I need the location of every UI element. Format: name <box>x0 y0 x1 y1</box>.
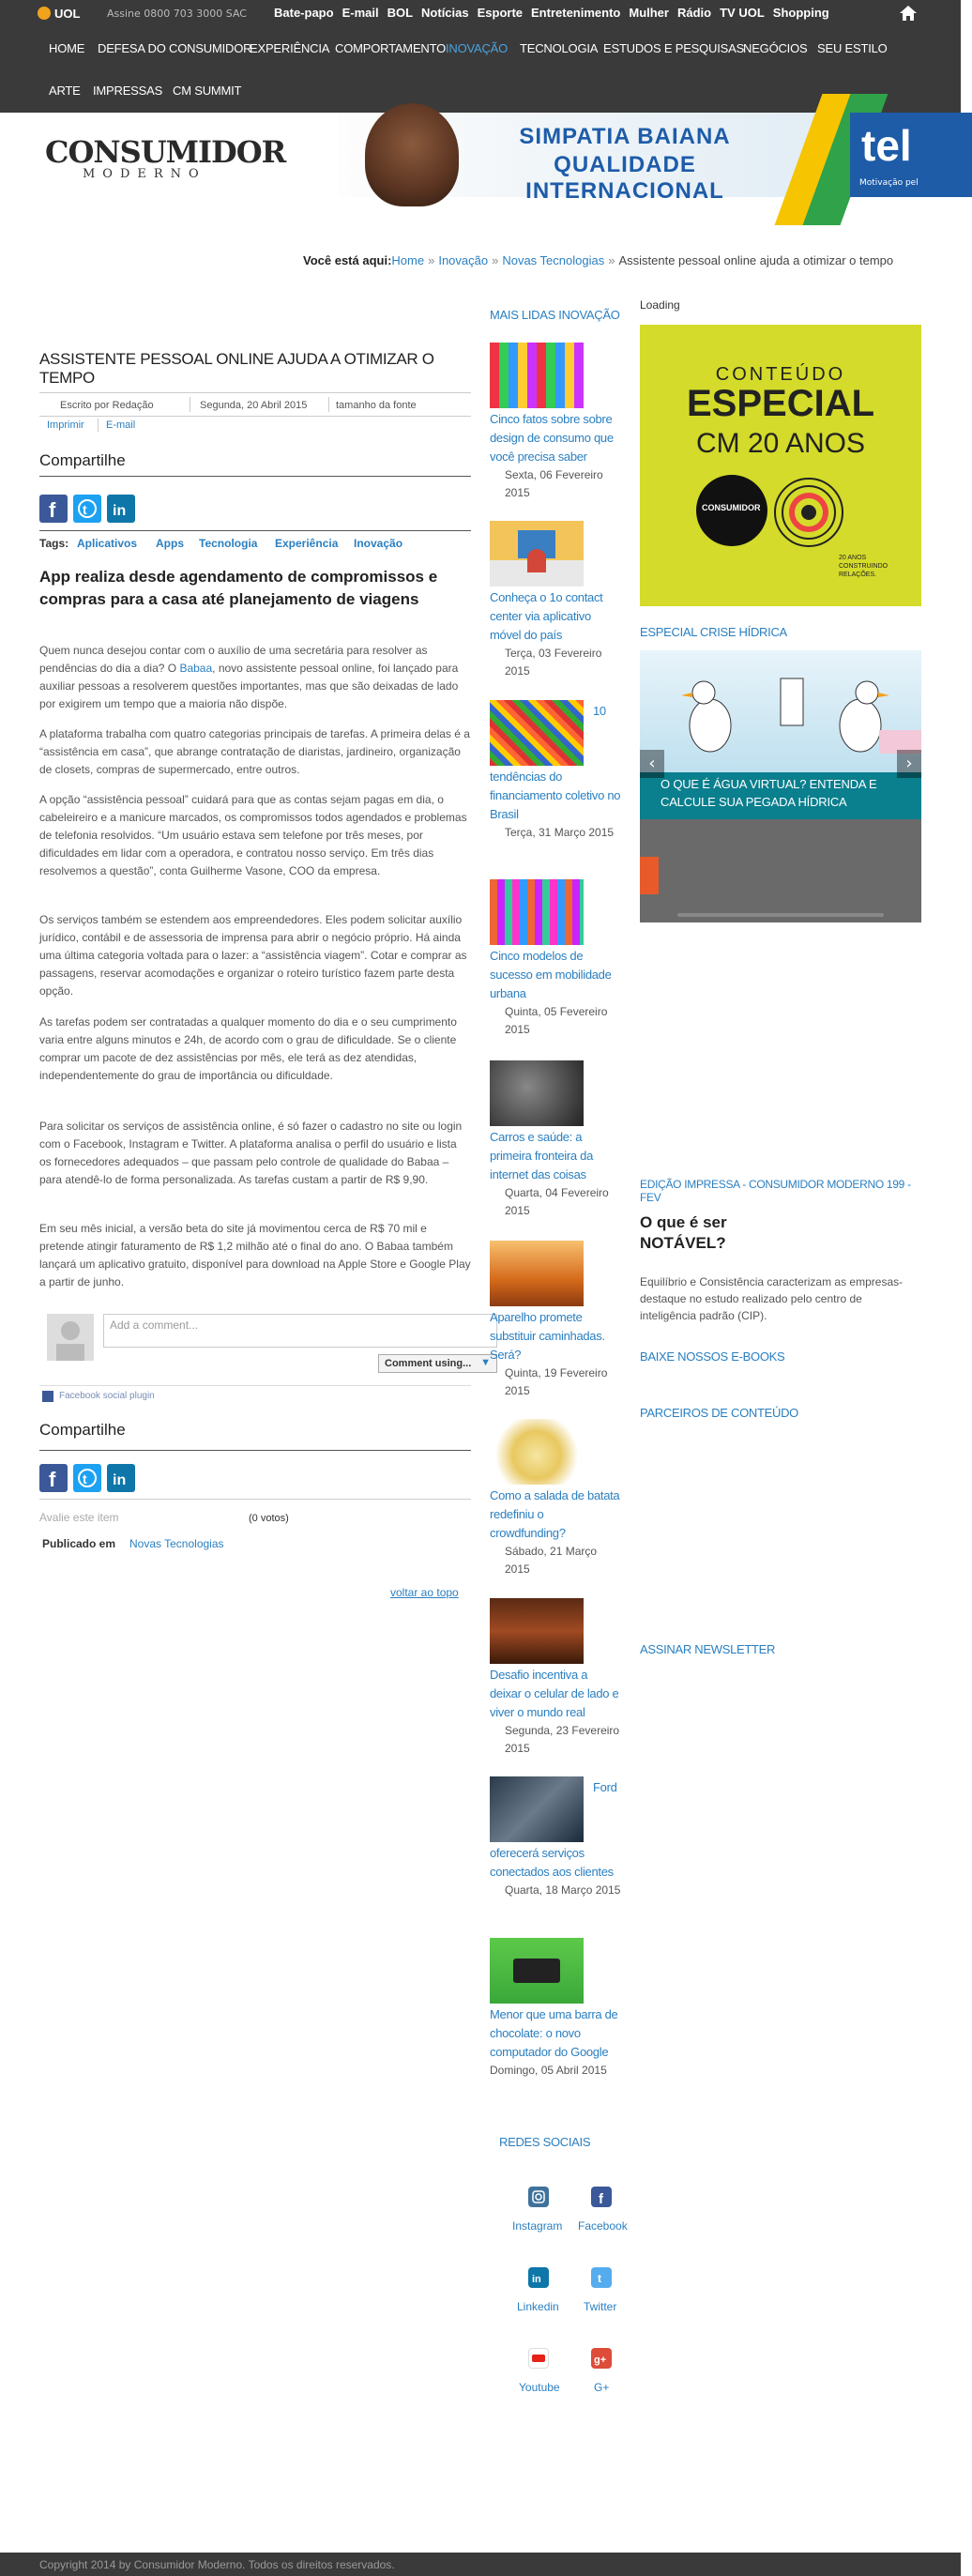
breadcrumb-sep: » <box>608 253 615 267</box>
facebook-small-icon <box>42 1391 53 1402</box>
news-date: Domingo, 05 Abril 2015 <box>490 2064 607 2077</box>
votes-count: (0 votos) <box>249 1513 289 1524</box>
comment-using-select[interactable] <box>378 1354 497 1373</box>
uol-links <box>274 6 829 20</box>
news-title[interactable]: tendências do financiamento coletivo no Brasil <box>490 770 621 821</box>
banner-face-image <box>365 103 459 206</box>
news-thumbnail[interactable] <box>490 521 584 587</box>
news-date: Terça, 03 Fevereiro 2015 <box>505 647 602 678</box>
babaa-link[interactable]: Babaa <box>179 662 213 675</box>
divider <box>328 397 329 412</box>
tag-link[interactable]: Apps <box>156 537 184 550</box>
news-thumbnail[interactable] <box>490 1060 584 1126</box>
ducks-illustration <box>640 650 921 772</box>
parceiros-title[interactable]: PARCEIROS DE CONTEÚDO <box>640 1406 798 1420</box>
article-paragraph: Para solicitar os serviços de assistência online, é só fazer o cadastro no site ou login com o Facebook, Instagram e Twitter. A plataforma analisa o perfil do usuário e lista os fornecedores adequados – que passam pelo controle de qualidade do Babaa – para atendê-lo de forma personalizada. As tarefas custam a partir de R$ 9,90. <box>39 1120 463 1186</box>
svg-text:g+: g+ <box>594 2355 607 2366</box>
logo-line1: CONSUMIDOR <box>45 134 286 170</box>
tag-link[interactable]: Experiência <box>275 537 339 550</box>
list-item[interactable] <box>490 1938 621 2080</box>
site-logo[interactable] <box>45 134 286 186</box>
avatar <box>47 1314 94 1361</box>
breadcrumb-sep: » <box>428 253 435 267</box>
nav-item-arte[interactable]: ARTE <box>49 84 81 98</box>
news-date: Segunda, 23 Fevereiro 2015 <box>505 1724 620 1755</box>
twitter-share-icon[interactable] <box>73 1464 101 1492</box>
svg-text:t: t <box>83 1471 87 1486</box>
svg-text:in: in <box>532 2274 541 2285</box>
uol-link[interactable]: Mulher <box>629 6 669 20</box>
article-paragraph: As tarefas podem ser contratadas a qualquer momento do dia e o seu cumprimento varia entre alguns minutos e 24h, de acordo com o grau de dificuldade. Se o cliente comprar um pacote de dez assistências por mês, ele terá as dez atendidas, independentemente do grau de importância ou dificuldade. <box>39 1015 457 1082</box>
banner-brand-box <box>850 113 972 197</box>
social-twitter-link[interactable]: Twitter <box>584 2300 617 2313</box>
uol-logo-icon <box>38 7 51 20</box>
list-item[interactable] <box>490 521 621 680</box>
news-thumbnail[interactable] <box>490 1598 584 1664</box>
news-title[interactable]: oferecerá serviços conectados aos clientes <box>490 1846 614 1879</box>
article-paragraph: A plataforma trabalha com quatro categorias principais de tarefas. A primeira delas é a “assistência em casa”, que abrange contratação de diaristas, jardineiro, organização de closets, compras de supermercado, entre outros. <box>39 727 470 776</box>
twitter-icon[interactable] <box>591 2267 612 2288</box>
breadcrumb-inovacao[interactable]: Inovação <box>438 253 489 267</box>
slider-thumbs <box>640 819 921 922</box>
breadcrumb-novas-tecnologias[interactable]: Novas Tecnologias <box>502 253 605 267</box>
news-thumbnail[interactable] <box>490 343 584 408</box>
nav-item-seu-estilo[interactable]: SEU ESTILO <box>817 41 888 55</box>
uol-logo[interactable]: UOL <box>38 7 80 21</box>
svg-text:in: in <box>113 1472 127 1488</box>
instagram-icon[interactable] <box>528 2187 549 2207</box>
paragraph-text: , novo assistente pessoal online, foi lançado para auxiliar pessoas a resolverem questões importantes, mas que são deixadas de lado por exigirem um tempo que a maioria não dispõe. <box>39 662 459 710</box>
footer <box>0 2553 961 2576</box>
nav-item-experiencia[interactable]: EXPERIÊNCIA <box>250 41 330 55</box>
font-size-control[interactable]: tamanho da fonte <box>336 400 417 411</box>
divider <box>39 1450 471 1451</box>
mais-lidas-title: MAIS LIDAS INOVAÇÃO <box>490 308 620 322</box>
list-item[interactable] <box>490 1598 621 1758</box>
breadcrumb-label: Você está aqui: <box>303 253 392 267</box>
news-title[interactable]: Carros e saúde: a primeira fronteira da internet das coisas <box>490 1130 594 1181</box>
nav-item-negocios[interactable]: NEGÓCIOS <box>743 41 808 55</box>
article-paragraph: Os serviços também se estendem aos empreendedores. Eles podem solicitar auxílio jurídico, contábil e de assessoria de imprensa para abrir o negócio próprio. Há ainda uma última categoria voltada para o lazer: a “assistência viagem”. Cotar e comprar as passagens, reservar acomodações e organizar o roteiro turístico fazem parte desta opção. <box>39 913 467 998</box>
person-shape <box>527 549 546 572</box>
linkedin-share-icon[interactable] <box>107 495 135 523</box>
divider <box>39 416 471 417</box>
uol-link[interactable]: Notícias <box>421 6 469 20</box>
social-gplus-link[interactable]: G+ <box>594 2381 610 2394</box>
svg-text:t: t <box>83 502 87 517</box>
ad-line2: ESPECIAL <box>686 383 875 424</box>
article-paragraph <box>39 642 471 713</box>
article-paragraph: Em seu mês inicial, a versão beta do site já movimentou cerca de R$ 70 mil e pretende atingir faturamento de R$ 1,2 milhão até o final do ano. O Babaa também lançará um aplicativo gratuito, disponível para download na Apple Store e Google Play a partir de junho. <box>39 1222 471 1288</box>
breadcrumb-current: Assistente pessoal online ajuda a otimizar o tempo <box>618 253 894 267</box>
tag-link[interactable]: Tecnologia <box>199 537 258 550</box>
list-item[interactable] <box>490 1419 621 1578</box>
logo-line2: MODERNO <box>83 167 206 181</box>
uol-link[interactable]: Entretenimento <box>531 6 621 20</box>
tag-link[interactable]: Inovação <box>354 537 403 550</box>
news-title[interactable]: Aparelho promete substituir caminhadas. Será? <box>490 1310 605 1362</box>
loading-label: Loading <box>640 298 680 312</box>
news-date: Quarta, 18 Março 2015 <box>505 1883 621 1897</box>
article-lead: App realiza desde agendamento de compromissos e compras para a casa até planejamento de viagens <box>39 568 438 608</box>
nav-item-estudos[interactable]: ESTUDOS E PESQUISAS <box>603 41 745 55</box>
slide-image <box>640 650 921 772</box>
scrollbar[interactable] <box>677 913 884 917</box>
news-date: Sábado, 21 Março 2015 <box>505 1545 598 1576</box>
cm20-ad[interactable] <box>640 325 921 606</box>
news-title[interactable]: Cinco modelos de sucesso em mobilidade urbana <box>490 949 612 1000</box>
list-item[interactable] <box>490 343 621 502</box>
article-paragraph: A opção “assistência pessoal” cuidará para que as contas sejam pagas em dia, o cabeleireiro e a manicure marcados, os compromissos todos agendados e problemas de telefonia resolvidos. “Um usuário estava sem telefone por três meses, por dificuldades em lidar com a operadora, e contratou nosso serviço. Em três dias resolvemos a questão”, conta Guilherme Vasone, COO da empresa. <box>39 793 467 877</box>
newsletter-title[interactable]: ASSINAR NEWSLETTER <box>640 1642 776 1656</box>
crise-title: ESPECIAL CRISE HÍDRICA <box>640 625 787 639</box>
comment-input[interactable]: Add a comment... <box>103 1314 497 1348</box>
news-title-prefix[interactable]: 10 <box>593 704 606 718</box>
list-item[interactable] <box>490 1241 621 1400</box>
banner-tagline: Motivação pel <box>859 178 919 188</box>
published-label: Publicado em <box>42 1537 116 1550</box>
nav-item-defesa[interactable]: DEFESA DO CONSUMIDOR <box>98 41 252 55</box>
list-item[interactable] <box>490 700 621 842</box>
paragraph-text: Quem nunca desejou contar com o auxílio de uma secretária para resolver as pendências do dia a dia? O <box>39 644 428 675</box>
tags-label: Tags: <box>39 537 69 550</box>
breadcrumb-home[interactable]: Home <box>391 253 425 267</box>
uol-link[interactable]: TV UOL <box>720 6 765 20</box>
divider <box>39 1499 471 1500</box>
social-youtube-link[interactable]: Youtube <box>519 2381 560 2394</box>
banner-line1: SIMPATIA BAIANA <box>519 124 731 149</box>
facebook-icon[interactable] <box>591 2187 612 2207</box>
uol-link[interactable]: Rádio <box>676 6 712 20</box>
email-link[interactable]: E-mail <box>106 419 136 431</box>
news-thumbnail[interactable] <box>490 1419 584 1485</box>
svg-text:in: in <box>113 503 127 519</box>
news-date: Quinta, 19 Fevereiro 2015 <box>505 1366 608 1397</box>
main-nav <box>0 28 961 113</box>
ad-logo-text: CONSUMIDOR <box>702 503 761 512</box>
divider <box>39 392 471 393</box>
published-category-link[interactable]: Novas Tecnologias <box>129 1537 224 1550</box>
divider <box>39 1385 471 1386</box>
news-date: Sexta, 06 Fevereiro 2015 <box>505 468 603 499</box>
news-thumbnail[interactable] <box>490 1938 584 2004</box>
uol-link[interactable]: Bate-papo <box>274 6 334 20</box>
facebook-share-icon[interactable] <box>39 1464 68 1492</box>
news-title[interactable]: Desafio incentiva a deixar o celular de lado e viver o mundo real <box>490 1668 619 1719</box>
fb-plugin-label[interactable]: Facebook social plugin <box>59 1391 155 1401</box>
slide-caption[interactable]: O QUE É ÁGUA VIRTUAL? ENTENDA E CALCULE SUA PEGADA HÍDRICA <box>661 777 877 809</box>
news-title[interactable]: Menor que uma barra de chocolate: o novo computador do Google <box>490 2007 618 2059</box>
back-to-top-link[interactable]: voltar ao topo <box>390 1586 459 1599</box>
list-item[interactable] <box>490 1060 621 1220</box>
device-shape <box>513 1959 560 1983</box>
home-icon[interactable] <box>899 5 918 22</box>
social-title: REDES SOCIAIS <box>499 2135 591 2149</box>
youtube-icon[interactable] <box>528 2348 549 2369</box>
nav-item-home[interactable]: HOME <box>49 41 85 55</box>
share-title: Compartilhe <box>39 451 126 469</box>
copyright: Copyright 2014 by Consumidor Moderno. Todos os direitos reservados. <box>39 2558 395 2571</box>
divider <box>39 476 471 477</box>
news-date: Quinta, 05 Fevereiro 2015 <box>505 1005 608 1036</box>
news-date: Quarta, 04 Fevereiro 2015 <box>505 1186 609 1217</box>
twitter-share-icon[interactable] <box>73 495 101 523</box>
ad-line3: CM 20 ANOS <box>695 428 866 459</box>
slider-thumb-active[interactable] <box>640 857 659 894</box>
social-instagram-link[interactable]: Instagram <box>512 2219 563 2233</box>
news-thumbnail[interactable] <box>490 700 584 766</box>
article-author: Escrito por Redação <box>60 400 154 411</box>
uol-link[interactable]: BOL <box>387 6 414 20</box>
edicao-title: EDIÇÃO IMPRESSA - CONSUMIDOR MODERNO 199 - FEV <box>640 1178 911 1204</box>
uol-link[interactable]: Shopping <box>772 6 829 20</box>
header-ad-banner[interactable] <box>339 113 961 204</box>
facebook-share-icon[interactable] <box>39 495 68 523</box>
chevron-down-icon: ▼ <box>480 1357 491 1368</box>
nav-item-comportamento[interactable]: COMPORTAMENTO <box>335 41 447 55</box>
chevron-right-icon[interactable]: › <box>897 750 921 778</box>
social-facebook-link[interactable]: Facebook <box>578 2219 628 2233</box>
news-title[interactable]: Como a salada de batata redefiniu o crowdfunding? <box>490 1488 620 1540</box>
linkedin-icon[interactable] <box>528 2267 549 2288</box>
linkedin-share-icon[interactable] <box>107 1464 135 1492</box>
banner-line2: QUALIDADE INTERNACIONAL <box>525 152 724 204</box>
divider <box>39 530 471 531</box>
svg-text:t: t <box>598 2272 601 2285</box>
ad-small: 20 ANOS CONSTRUINDO RELAÇÕES. <box>839 555 888 578</box>
svg-text:f: f <box>49 1468 56 1491</box>
ebooks-title[interactable]: BAIXE NOSSOS E-BOOKS <box>640 1349 785 1364</box>
svg-text:f: f <box>599 2191 603 2207</box>
breadcrumb <box>303 253 893 267</box>
edicao-text: Equilíbrio e Consistência caracterizam as empresas-destaque no estudo realizado pelo centro de inteligência padrão (CIP). <box>640 1275 904 1322</box>
list-item[interactable] <box>490 1776 621 1899</box>
print-link[interactable]: Imprimir <box>47 419 84 431</box>
breadcrumb-sep: » <box>492 253 499 267</box>
chevron-left-icon[interactable]: ‹ <box>640 750 664 778</box>
uol-link[interactable]: E-mail <box>342 6 379 20</box>
article-date: Segunda, 20 Abril 2015 <box>200 400 308 411</box>
divider <box>98 419 99 432</box>
news-thumbnail[interactable] <box>490 1776 584 1842</box>
google-plus-icon[interactable] <box>591 2348 612 2369</box>
uol-sac[interactable]: Assine 0800 703 3000 SAC <box>107 8 247 20</box>
ad-badge <box>696 475 767 546</box>
news-date: Terça, 31 Março 2015 <box>505 826 615 839</box>
ad-20-rings <box>771 465 865 559</box>
news-thumbnail[interactable] <box>490 879 584 945</box>
rate-label: Avalie este item <box>39 1511 119 1524</box>
ad-line1: CONTEÚDO <box>715 364 846 385</box>
svg-text:f: f <box>49 498 56 522</box>
article-title: ASSISTENTE PESSOAL ONLINE AJUDA A OTIMIZAR O TEMPO <box>39 350 434 387</box>
list-item[interactable] <box>490 879 621 1039</box>
social-linkedin-link[interactable]: Linkedin <box>517 2300 559 2313</box>
share-title: Compartilhe <box>39 1421 126 1439</box>
news-title[interactable]: Conheça o 1o contact center via aplicativo móvel do país <box>490 590 603 642</box>
uol-bar <box>0 0 961 28</box>
edicao-headline[interactable]: O que é ser NOTÁVEL? <box>640 1213 727 1252</box>
news-thumbnail[interactable] <box>490 1241 584 1306</box>
news-title[interactable]: Cinco fatos sobre sobre design de consumo que você precisa saber <box>490 412 614 464</box>
banner-brand: tel <box>861 121 912 170</box>
nav-item-tecnologia[interactable]: TECNOLOGIA <box>520 41 599 55</box>
tag-link[interactable]: Aplicativos <box>77 537 138 550</box>
crise-slider[interactable] <box>640 650 921 922</box>
nav-item-inovacao[interactable]: INOVAÇÃO <box>446 41 509 55</box>
comment-using-label: Comment using... <box>385 1358 472 1369</box>
uol-link[interactable]: Esporte <box>477 6 524 20</box>
nav-item-impressas[interactable]: IMPRESSAS <box>93 84 163 98</box>
news-title-prefix[interactable]: Ford <box>593 1780 617 1794</box>
nav-item-cm-summit[interactable]: CM SUMMIT <box>173 84 242 98</box>
